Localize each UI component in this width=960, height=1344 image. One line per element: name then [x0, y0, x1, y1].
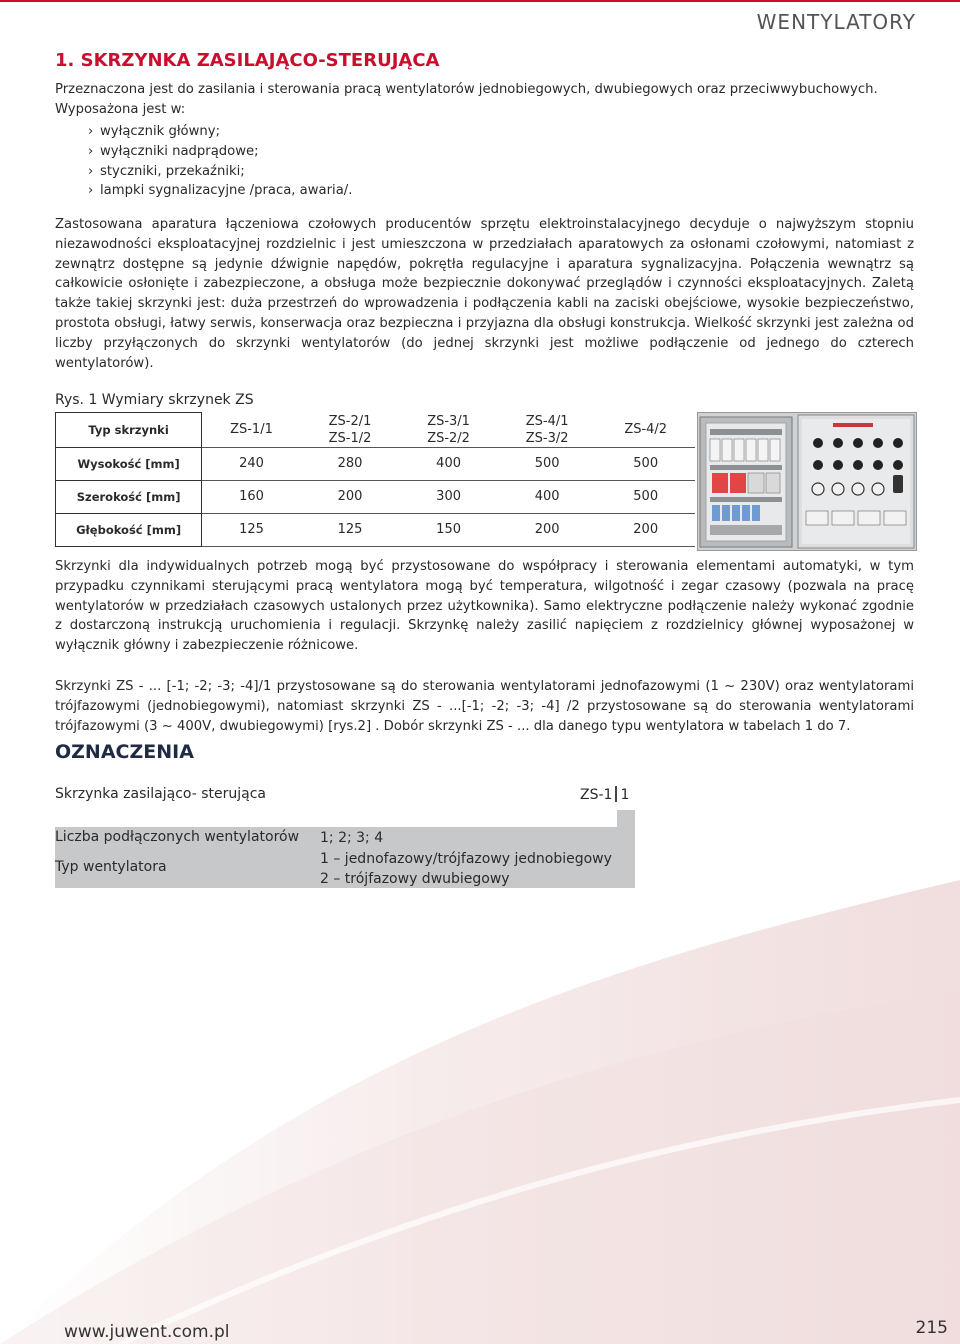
cell-line: ZS-3/1 — [427, 413, 470, 429]
cell-line: ZS-2/2 — [427, 430, 470, 446]
cell-line: ZS-1/1 — [230, 422, 273, 437]
type-value-2: 2 – trójfazowy dwubiegowy — [320, 871, 510, 887]
list-item-text: wyłączniki nadprądowe; — [100, 143, 259, 159]
cell-line: ZS-1/2 — [328, 430, 372, 446]
paragraph-automation: Skrzynki dla indywidualnych potrzeb mogą być przystosowane do współpracy i sterowania elementami automatyki, w tym przypadku czynnikami sterującymi pracą wentylatora mogą być temperatura, wilgotność i zegar czasowy (pozwala na pracę wentylatorów w przedziałach czasowych ustalonych przez użytkownika). Samo elektryczne podłączenie należy wykonać zgodnie z dostarczoną instrukcją uruchomienia i regulacji. Skrzynkę należy zasilić napięciem z rozdzielnicy głównej wyposażonej w wyłącznik główny i zabezpieczenie różnicowe. — [55, 559, 914, 654]
table-cell: 150 — [436, 522, 461, 537]
intro-sentence: Przeznaczona jest do zasilania i sterowania pracą wentylatorów jednobiegowych, dwubiegowych oraz przeciwwybuchowych. — [55, 82, 878, 97]
table-cell — [301, 413, 400, 448]
code-label: Skrzynka zasilająco- sterująca — [55, 786, 266, 802]
bullet-chevron-icon: › — [88, 143, 94, 159]
cell-line: ZS-3/2 — [525, 430, 569, 446]
intro-text — [55, 80, 914, 120]
type-values — [320, 849, 612, 889]
control-box-photo — [697, 412, 917, 551]
list-item-text: lampki sygnalizacyjne /praca, awaria/. — [100, 183, 353, 199]
type-label: Typ wentylatora — [55, 859, 167, 875]
table-cell: 400 — [534, 489, 560, 504]
table-cell — [498, 413, 597, 448]
table-cell: 160 — [239, 489, 264, 504]
page-number: 215 — [915, 1318, 948, 1338]
bullet-chevron-icon: › — [88, 163, 94, 179]
table-cell: 200 — [633, 522, 659, 537]
row-header: Głębokość [mm] — [56, 513, 202, 546]
list-item — [88, 122, 352, 142]
row-header: Typ skrzynki — [56, 413, 202, 448]
paragraph-compatibility: Skrzynki ZS - ... [-1; -2; -3; -4]/1 przystosowane są do sterowania wentylatorami jednofazowymi (1 ~ 230V) oraz wentylatorami trójfazowymi (jednobiegowymi), natomiast skrzynki ZS - ...[-1; -2; -3; -4] /2 przystosowane są do sterowania wentylatorami trójfazowymi (3 ~ 400V, dwubiegowymi) [rys.2] . Dobór skrzynki ZS - ... dla danego typu wentylatora w tabelach 1 do 7. — [55, 679, 914, 734]
table-cell: 200 — [337, 489, 363, 504]
cell-line: ZS-4/2 — [624, 422, 668, 437]
code-value — [580, 786, 629, 803]
row-header: Wysokość [mm] — [56, 447, 202, 480]
equipment-list — [88, 122, 353, 201]
table-cell: 500 — [534, 456, 560, 471]
header-accent-line — [0, 0, 960, 2]
table-cell — [202, 413, 301, 448]
type-value-1: 1 – jednofazowy/trójfazowy jednobiegowy — [320, 851, 612, 867]
table-row — [56, 447, 696, 480]
footer-website-link[interactable]: www.juwent.com.pl — [64, 1322, 230, 1342]
list-item — [88, 162, 352, 182]
paragraph-equipment-description: Zastosowana aparatura łączeniowa czołowych producentów sprzętu elektroinstalacyjnego decyduje o najwyższym stopniu niezawodności eksploatacyjnej rozdzielnic i jest umieszczona w przedziałach aparatowych za osłonami czołowymi, natomiast z zewnątrz dostępne są jedynie dźwignie napędów, pokrętła regulacyjne i aparatura sygnalizacyjna. Połączenia wewnątrz są całkowicie osłonięte i zabezpieczone, a obsługa może bezpiecznie dokonywać przeglądów i czynności eksploatacyjnych. Zaletą także takiej skrzynki jest: duża przestrzeń do wprowadzenia i podłączenia kabli na zaciski obejściowe, wysokie bezpieczeństwo, prostota obsługi, łatwy serwis, konserwacja oraz bezpieczna i przyjazna dla obsługi konstrukcja. Wielkość skrzynki jest zależna od liczby przyłączonych do skrzynki wentylatorów (do jednej skrzynki jest możliwe podłączenie od jednego do czterech wentylatorów). — [55, 217, 914, 371]
section-title: 1. SKRZYNKA ZASILAJĄCO-STERUJĄCA — [55, 50, 440, 71]
designation-code-diagram — [55, 780, 635, 888]
count-label: Liczba podłączonych wentylatorów — [55, 829, 300, 845]
table-cell: 125 — [239, 522, 264, 537]
table-row — [56, 413, 696, 448]
dimensions-table — [55, 412, 695, 547]
table-cell: 500 — [633, 456, 659, 471]
table-cell: 200 — [534, 522, 560, 537]
figure-caption: Rys. 1 Wymiary skrzynek ZS — [55, 392, 254, 408]
cell-line: ZS-2/1 — [328, 413, 372, 429]
table-cell: 240 — [239, 456, 264, 471]
cell-line: ZS-4/1 — [525, 413, 569, 429]
category-header: WENTYLATORY — [756, 10, 916, 34]
list-item — [88, 142, 352, 162]
bullet-chevron-icon: › — [88, 183, 94, 199]
table-cell — [399, 413, 498, 448]
table-cell: 500 — [633, 489, 659, 504]
table-row — [56, 513, 696, 546]
row-header: Szerokość [mm] — [56, 480, 202, 513]
designations-title: OZNACZENIA — [55, 741, 194, 763]
table-cell: 125 — [337, 522, 363, 537]
table-cell: 300 — [436, 489, 461, 504]
list-item — [88, 181, 353, 201]
code-prefix: ZS-1 — [580, 787, 613, 803]
list-item-text: styczniki, przekaźniki; — [100, 163, 245, 179]
table-cell: 280 — [337, 456, 363, 471]
equipped-with-label: Wyposażona jest w: — [55, 101, 186, 117]
code-suffix: 1 — [620, 787, 630, 803]
table-cell — [596, 413, 695, 448]
bullet-chevron-icon: › — [88, 124, 94, 139]
table-cell: 400 — [436, 456, 461, 471]
count-value: 1; 2; 3; 4 — [320, 830, 384, 846]
code-separator — [615, 786, 617, 802]
list-item-text: wyłącznik główny; — [100, 124, 221, 139]
table-row — [56, 480, 696, 513]
